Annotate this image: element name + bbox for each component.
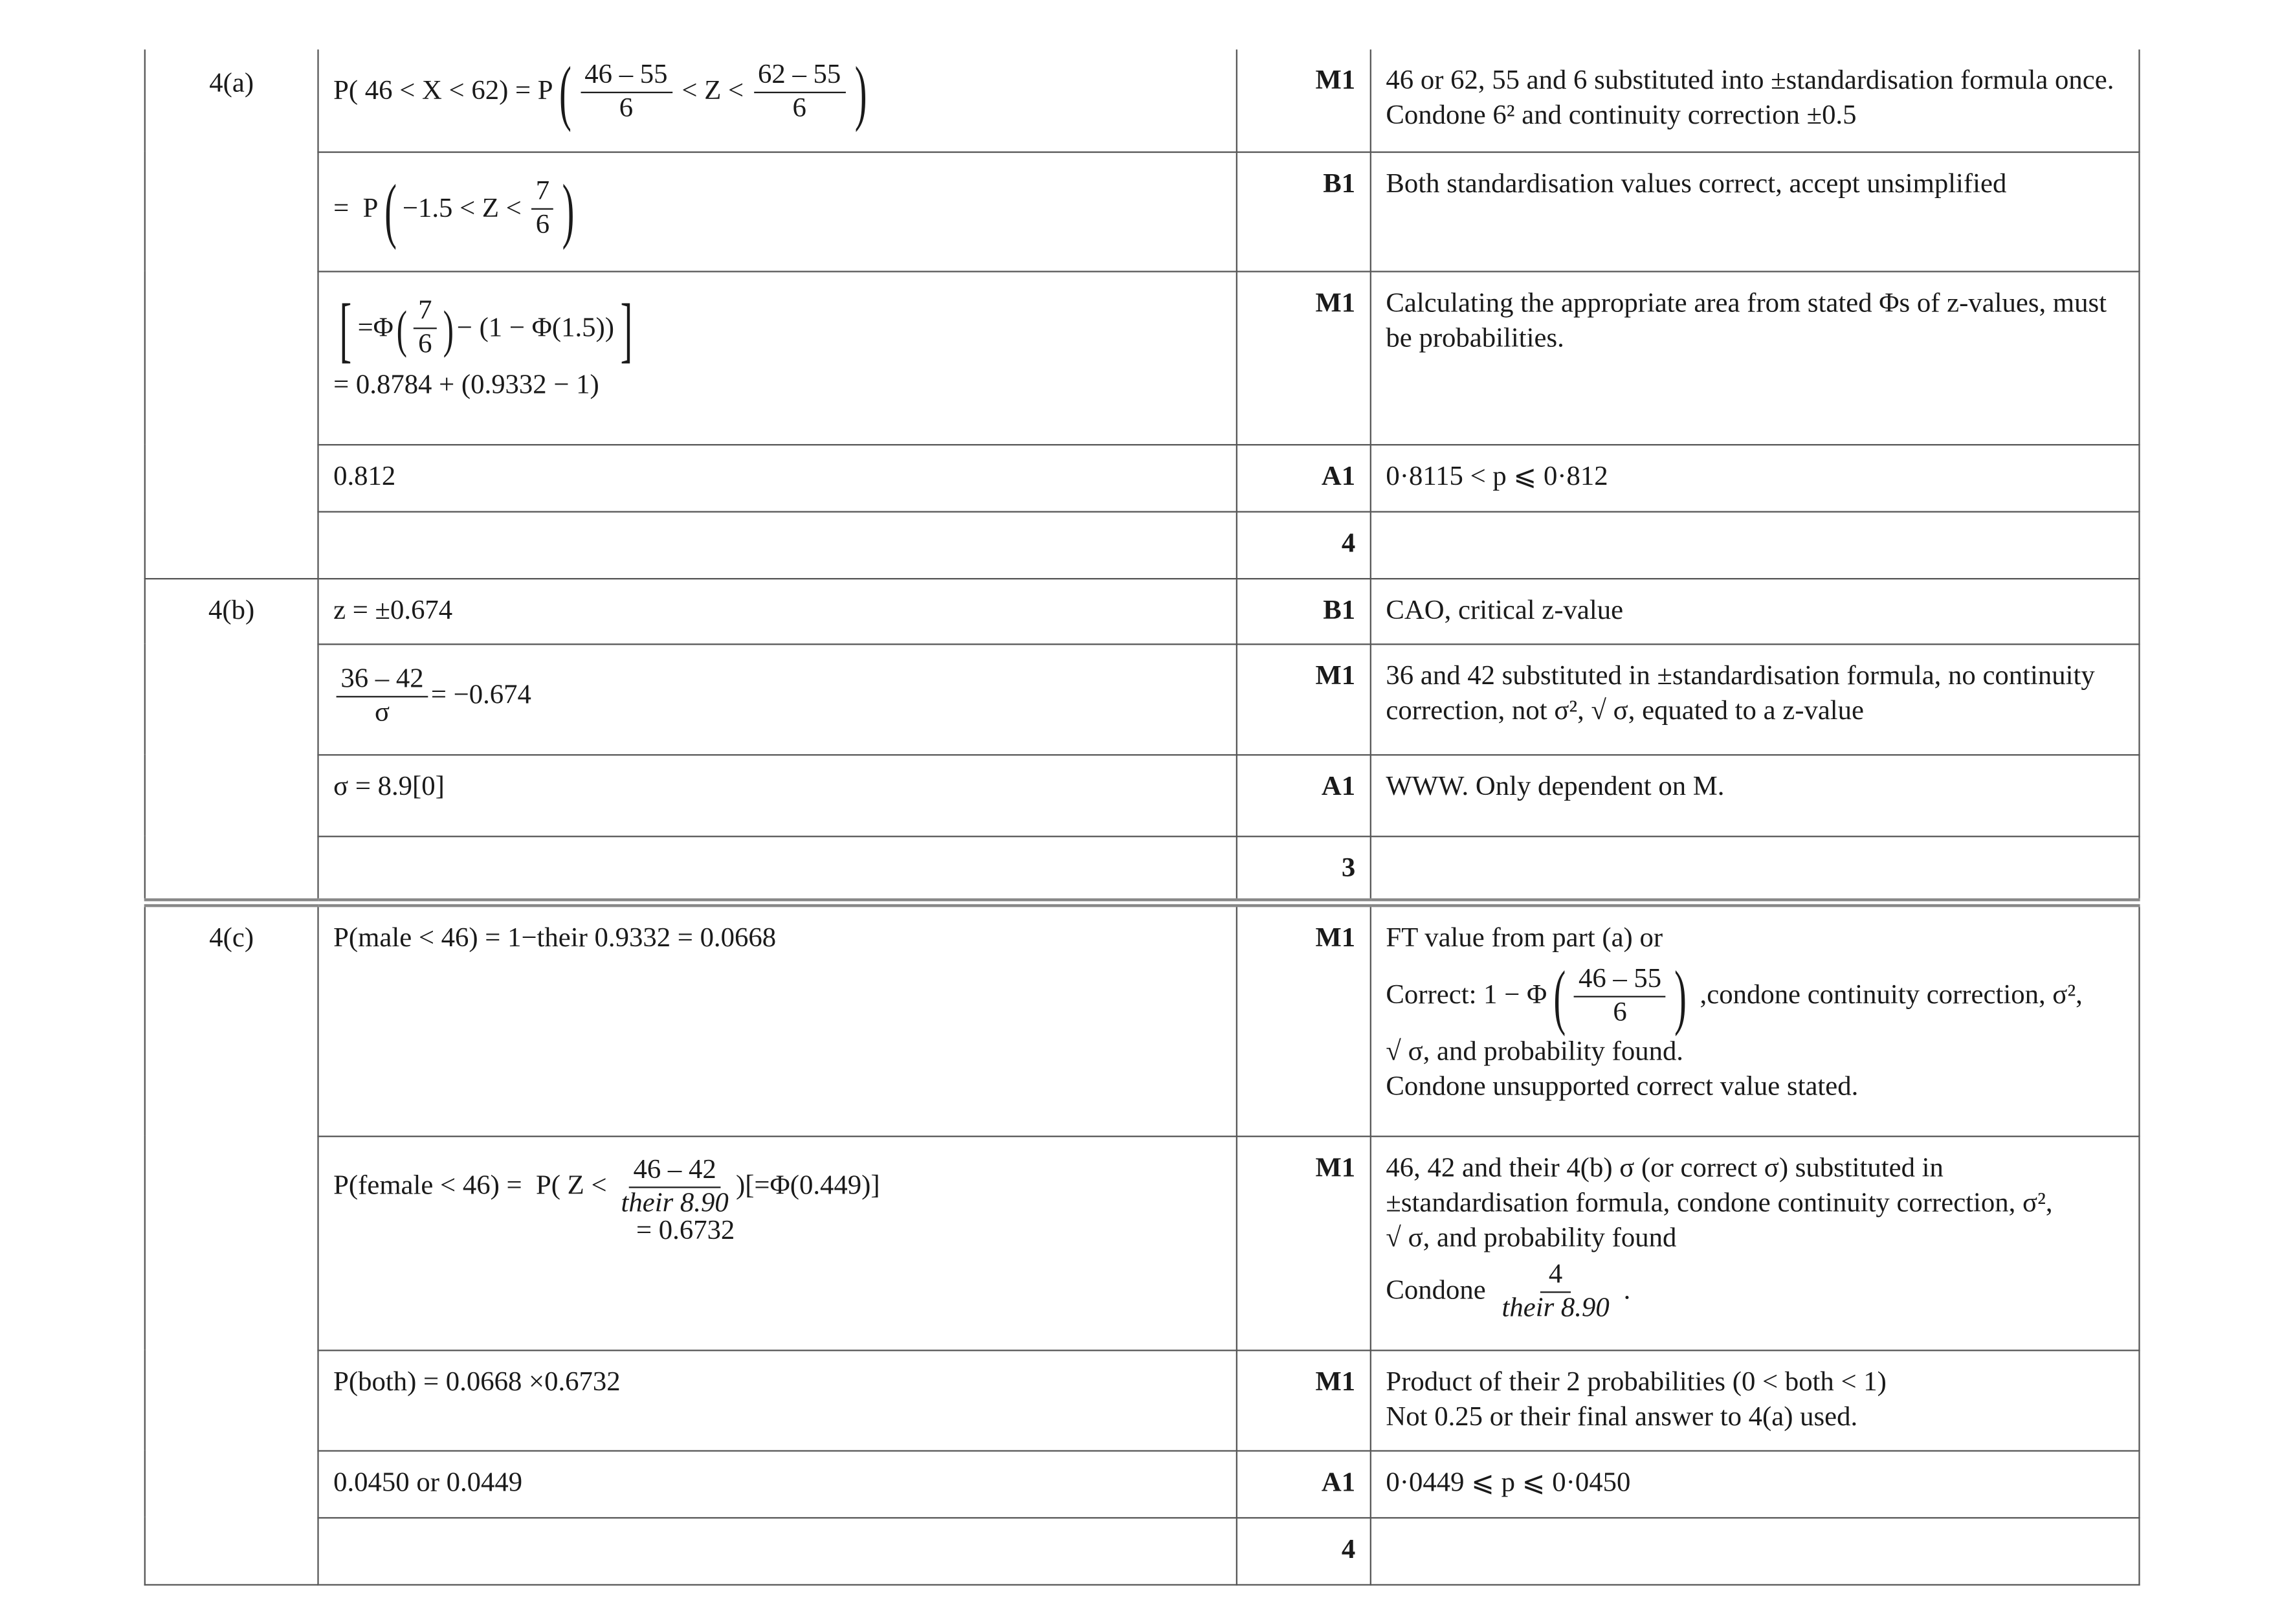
answer-cell: [318, 643, 1236, 754]
mark-cell: A1: [1237, 444, 1371, 511]
guidance-expression: [1386, 955, 2083, 1037]
answer-cell: σ = 8.9[0]: [318, 754, 1236, 836]
fraction: [581, 59, 672, 124]
mark-cell: A1: [1237, 1450, 1371, 1517]
left-paren: (: [384, 168, 397, 250]
mark-scheme-table: [144, 49, 2140, 1585]
table-row: [145, 511, 2140, 578]
table-row: [145, 643, 2140, 754]
answer-cell: [318, 151, 1236, 271]
table-row: [145, 49, 2140, 151]
answer-cell: z = ±0.674: [318, 578, 1236, 643]
answer-expression: [333, 287, 638, 370]
table-row: [145, 1450, 2140, 1517]
question-number: 4(a): [209, 68, 254, 99]
guidance-text: .: [1616, 1275, 1631, 1306]
left-paren: (: [397, 299, 408, 358]
answer-cell: [318, 1136, 1236, 1350]
answer-cell: [318, 836, 1236, 902]
guidance-cell: Both standardisation values correct, accept unsimplified: [1371, 151, 2140, 271]
mark-cell: A1: [1237, 754, 1371, 836]
denominator: their 8.90: [1501, 1292, 1610, 1323]
guidance-cell: Calculating the appropriate area from stated Φs of z-values, must be probabilities.: [1371, 271, 2140, 444]
answer-line: = 0.8784 + (0.9332 − 1): [333, 369, 599, 400]
left-paren: (: [1553, 955, 1566, 1037]
answer-text: −1.5 < Z <: [402, 193, 529, 224]
denominator: their 8.90: [621, 1187, 729, 1218]
guidance-cell: WWW. Only dependent on M.: [1371, 754, 2140, 836]
answer-text: )[=Φ(0.449)]: [735, 1170, 880, 1201]
total-mark-cell: 3: [1237, 836, 1371, 902]
guidance-cell: [1371, 1350, 2140, 1450]
right-bracket: ]: [620, 287, 633, 370]
question-number-cell: [145, 903, 318, 1585]
table-row: [145, 271, 2140, 444]
question-number-cell: [145, 49, 318, 578]
answer-cell: P(both) = 0.0668 ×0.6732: [318, 1350, 1236, 1450]
denominator: 6: [792, 92, 806, 124]
fraction: [531, 176, 554, 241]
guidance-cell: [1371, 1517, 2140, 1584]
guidance-cell: 0·8115 < p ⩽ 0·812: [1371, 444, 2140, 511]
total-mark-cell: 4: [1237, 1517, 1371, 1584]
numerator: 4: [1540, 1259, 1571, 1293]
mark-cell: B1: [1237, 151, 1371, 271]
guidance-line: FT value from part (a) or: [1386, 923, 1663, 954]
denominator: 6: [418, 329, 432, 360]
guidance-line: Condone unsupported correct value stated.: [1386, 1071, 1859, 1102]
mark-cell: B1: [1237, 578, 1371, 643]
answer-cell: 0.0450 or 0.0449: [318, 1450, 1236, 1517]
right-paren: ): [1674, 955, 1687, 1037]
denominator: 6: [619, 92, 634, 124]
fraction: [337, 663, 428, 729]
mark-cell: M1: [1237, 1136, 1371, 1350]
mark-cell: M1: [1237, 271, 1371, 444]
table-row: [145, 1136, 2140, 1350]
table-row: [145, 754, 2140, 836]
table-row: [145, 151, 2140, 271]
mark-cell: M1: [1237, 49, 1371, 151]
question-number: 4(c): [209, 923, 254, 954]
answer-text: P( 46 < X < 62) = P: [333, 75, 553, 107]
denominator: 6: [1613, 996, 1627, 1027]
denominator: σ: [374, 696, 390, 728]
right-paren: ): [443, 299, 454, 358]
mark-cell: M1: [1237, 643, 1371, 754]
answer-text: P(female < 46) = P( Z <: [333, 1170, 614, 1201]
guidance-line: √ σ, and probability found: [1386, 1222, 1677, 1253]
answer-expression: [333, 1154, 880, 1219]
answer-expression: [333, 663, 531, 729]
answer-text: = P: [333, 193, 379, 224]
numerator: 62 – 55: [753, 59, 845, 93]
fraction: [1574, 963, 1666, 1029]
guidance-cell: CAO, critical z-value: [1371, 578, 2140, 643]
guidance-cell: 36 and 42 substituted in ±standardisation formula, no continuity correction, not σ², √ σ, equated to a z-value: [1371, 643, 2140, 754]
guidance-text: Condone: [1386, 1275, 1486, 1306]
answer-cell: [318, 271, 1236, 444]
answer-line: = 0.6732: [636, 1215, 735, 1246]
table-row: [145, 1350, 2140, 1450]
guidance-cell: [1371, 903, 2140, 1136]
question-number: 4(b): [208, 594, 255, 626]
numerator: 46 – 55: [581, 59, 672, 93]
right-paren: ): [854, 50, 867, 133]
table-row: [145, 444, 2140, 511]
guidance-cell: [1371, 836, 2140, 902]
answer-text: < Z <: [674, 75, 751, 107]
fraction: [414, 296, 436, 361]
answer-expression: [333, 50, 872, 133]
fraction: [753, 59, 845, 124]
table-row: [145, 903, 2140, 1136]
numerator: 7: [414, 296, 436, 329]
answer-cell: [318, 511, 1236, 578]
left-paren: (: [559, 50, 571, 133]
numerator: 36 – 42: [337, 663, 428, 697]
guidance-line: Product of their 2 probabilities (0 < both < 1): [1386, 1366, 1887, 1397]
answer-cell: 0.812: [318, 444, 1236, 511]
answer-cell: P(male < 46) = 1−their 0.9332 = 0.0668: [318, 903, 1236, 1136]
numerator: 46 – 55: [1574, 963, 1666, 997]
question-number-cell: [145, 578, 318, 903]
answer-text: − (1 − Φ(1.5)): [456, 312, 615, 343]
guidance-cell: [1371, 1136, 2140, 1350]
denominator: 6: [535, 209, 550, 241]
answer-text: = −0.674: [430, 680, 531, 711]
guidance-line: ±standardisation formula, condone continuity correction, σ²,: [1386, 1187, 2053, 1218]
guidance-text: ,condone continuity correction, σ²,: [1692, 979, 2083, 1011]
mark-cell: M1: [1237, 1350, 1371, 1450]
mark-cell: M1: [1237, 903, 1371, 1136]
numerator: 46 – 42: [629, 1154, 721, 1188]
answer-expression: [333, 168, 581, 250]
numerator: 7: [531, 176, 554, 210]
guidance-cell: [1371, 511, 2140, 578]
fraction: [1498, 1259, 1614, 1324]
fraction: [617, 1154, 733, 1219]
guidance-line: √ σ, and probability found.: [1386, 1036, 1684, 1067]
guidance-cell: 46 or 62, 55 and 6 substituted into ±standardisation formula once. Condone 6² and continuity correction ±0.5: [1371, 49, 2140, 151]
answer-text: =Φ: [357, 312, 393, 343]
guidance-text: Correct: 1 − Φ: [1386, 979, 1547, 1011]
guidance-cell: 0·0449 ⩽ p ⩽ 0·0450: [1371, 1450, 2140, 1517]
guidance-line: 46, 42 and their 4(b) σ (or correct σ) substituted in: [1386, 1152, 1944, 1183]
table-row: [145, 578, 2140, 643]
table-row: [145, 1517, 2140, 1584]
total-mark-cell: 4: [1237, 511, 1371, 578]
guidance-line: Not 0.25 or their final answer to 4(a) used.: [1386, 1401, 1858, 1432]
table-row: [145, 836, 2140, 902]
answer-cell: [318, 1517, 1236, 1584]
left-bracket: [: [339, 287, 352, 370]
answer-cell: [318, 49, 1236, 151]
right-paren: ): [562, 168, 575, 250]
guidance-expression: [1386, 1259, 1630, 1324]
